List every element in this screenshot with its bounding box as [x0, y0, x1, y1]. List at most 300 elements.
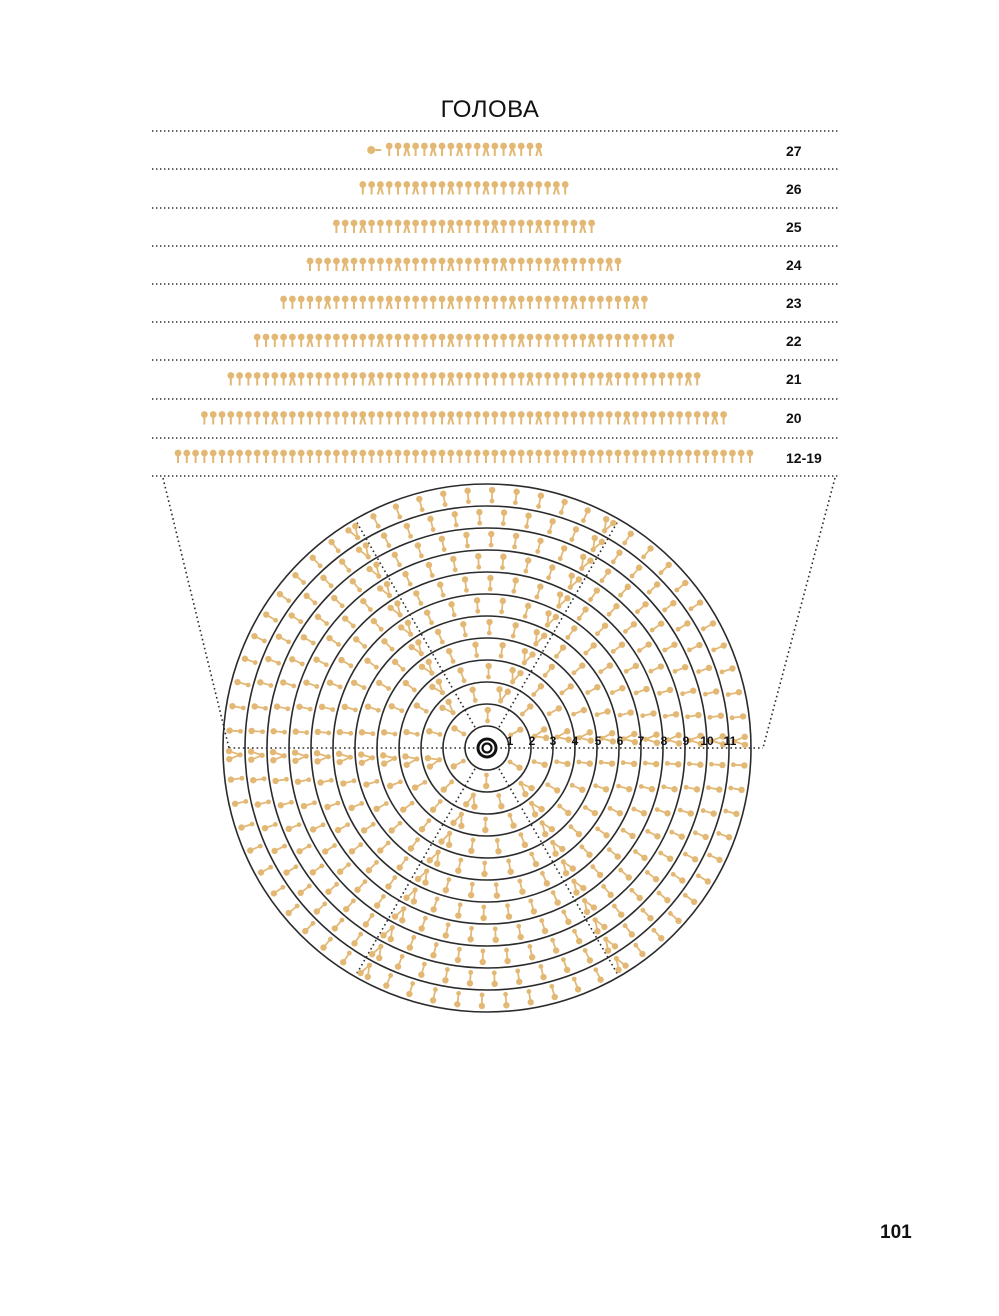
single-stitch [482, 817, 488, 834]
single-stitch [464, 488, 470, 505]
single-stitch [441, 780, 455, 793]
single-stitch [402, 571, 412, 587]
single-stitch [557, 804, 571, 816]
single-stitch [618, 709, 634, 717]
single-stitch [332, 918, 345, 932]
single-stitch [234, 679, 250, 687]
single-stitch [680, 688, 696, 697]
single-stitch [226, 727, 243, 733]
single-stitch [585, 684, 600, 695]
single-stitch [337, 862, 351, 875]
single-stitch [468, 838, 475, 854]
increase-stitch [533, 629, 547, 646]
single-stitch [343, 898, 356, 912]
single-stitch [531, 683, 544, 697]
single-stitch [637, 641, 652, 653]
single-stitch [607, 603, 620, 617]
single-stitch [451, 759, 466, 770]
single-stitch [338, 657, 353, 668]
single-stitch [404, 523, 413, 539]
single-stitch [529, 852, 539, 868]
single-stitch [572, 929, 582, 945]
single-stitch [238, 822, 254, 831]
single-stitch [629, 888, 642, 901]
single-stitch [634, 686, 650, 695]
single-stitch [443, 922, 451, 938]
increase-stitch [425, 755, 442, 770]
single-stitch [373, 801, 388, 812]
single-stitch [655, 807, 671, 816]
single-stitch [640, 710, 656, 718]
round-label-9: 9 [682, 734, 690, 748]
increase-stitch [518, 781, 534, 798]
increase-stitch [621, 731, 638, 746]
single-stitch [623, 923, 635, 937]
single-stitch [328, 539, 340, 553]
single-stitch [487, 575, 493, 592]
single-stitch [678, 808, 694, 817]
single-stitch [595, 826, 609, 838]
single-stitch [621, 828, 636, 839]
single-stitch [315, 614, 329, 626]
single-stitch [446, 648, 456, 664]
single-stitch [454, 991, 461, 1008]
increase-stitch [248, 748, 265, 762]
single-stitch [437, 581, 446, 597]
increase-stitch [270, 749, 287, 764]
single-stitch [247, 844, 263, 854]
single-stitch [583, 805, 598, 816]
increase-stitch [314, 750, 331, 765]
round-label-4: 4 [571, 734, 579, 748]
single-stitch [500, 554, 507, 571]
single-stitch [359, 729, 376, 736]
increase-stitch [357, 963, 372, 980]
single-stitch [665, 761, 682, 768]
single-stitch [696, 873, 711, 884]
single-stitch [554, 644, 566, 658]
single-stitch [353, 636, 367, 649]
single-stitch [520, 703, 534, 716]
increase-stitch [387, 600, 402, 617]
single-stitch [707, 853, 723, 863]
single-stitch [547, 518, 556, 534]
row-label-23: 23 [786, 295, 802, 311]
single-stitch [657, 891, 671, 904]
magic-ring-icon [478, 739, 496, 757]
single-stitch [494, 882, 500, 899]
single-stitch [723, 809, 739, 817]
single-stitch [400, 801, 414, 813]
single-stitch [301, 634, 316, 645]
row-label-20: 20 [786, 410, 802, 426]
single-stitch [651, 928, 664, 942]
single-stitch [657, 687, 673, 696]
increase-stitch [358, 751, 375, 766]
single-stitch [640, 908, 653, 922]
single-stitch [583, 642, 597, 655]
single-stitch [413, 590, 423, 606]
increase-stitch [292, 749, 309, 764]
single-stitch [310, 555, 323, 569]
single-stitch [476, 509, 482, 526]
single-stitch [354, 879, 367, 893]
single-stitch [325, 882, 339, 895]
single-stitch [631, 807, 647, 817]
increase-stitch [555, 728, 572, 743]
single-stitch [317, 778, 333, 786]
increase-stitch [603, 937, 618, 954]
single-stitch [319, 704, 335, 712]
single-stitch [324, 801, 340, 810]
single-stitch [326, 635, 341, 647]
increase-stitch [522, 648, 536, 665]
single-stitch [528, 898, 537, 914]
increase-stitch [545, 610, 559, 627]
single-stitch [377, 841, 391, 854]
single-stitch [480, 949, 486, 966]
single-stitch [295, 777, 311, 785]
single-stitch [388, 821, 402, 834]
increase-stitch [463, 792, 478, 809]
single-stitch [302, 921, 315, 934]
single-stitch [543, 664, 555, 678]
single-stitch [517, 879, 525, 895]
single-stitch [709, 762, 726, 768]
row-label-26: 26 [786, 181, 802, 197]
increase-stitch [439, 699, 455, 716]
single-stitch [547, 705, 562, 716]
single-stitch [251, 703, 267, 711]
single-stitch [663, 711, 679, 719]
single-stitch [351, 932, 363, 947]
single-stitch [549, 984, 557, 1000]
single-stitch [280, 679, 296, 688]
single-stitch [572, 662, 586, 675]
single-stitch [452, 511, 459, 527]
single-stitch [242, 656, 258, 665]
single-stitch [296, 844, 311, 855]
single-stitch [491, 970, 497, 987]
single-stitch [397, 856, 409, 870]
increase-stitch [614, 956, 629, 973]
single-stitch [381, 638, 394, 652]
single-stitch [593, 783, 609, 792]
section-title: ГОЛОВА [440, 96, 540, 123]
single-stitch [360, 598, 373, 612]
single-stitch [511, 622, 519, 638]
single-stitch [526, 989, 533, 1005]
increase-stitch [345, 523, 360, 540]
single-stitch [726, 689, 742, 697]
single-stitch [532, 759, 548, 768]
single-stitch [728, 786, 744, 793]
single-stitch [474, 597, 480, 614]
single-stitch [501, 509, 507, 526]
single-stitch [590, 864, 603, 878]
single-stitch [508, 760, 523, 771]
single-stitch [662, 600, 676, 612]
single-stitch [518, 832, 528, 848]
single-stitch [535, 538, 543, 554]
single-stitch [406, 981, 415, 997]
single-stitch [540, 871, 550, 887]
single-stitch [463, 532, 470, 549]
single-stitch [581, 507, 591, 523]
single-stitch [668, 911, 682, 924]
single-stitch [711, 642, 727, 652]
single-stitch [376, 680, 391, 691]
single-stitch [331, 595, 344, 608]
single-stitch [621, 760, 638, 767]
single-stitch [593, 967, 603, 982]
single-stitch [583, 948, 593, 963]
round-label-10: 10 [700, 734, 714, 748]
single-stitch [661, 784, 677, 792]
single-stitch [570, 783, 586, 793]
row-label-24: 24 [786, 257, 802, 273]
single-stitch [389, 703, 405, 713]
single-stitch [523, 603, 532, 619]
single-stitch [468, 882, 475, 899]
round-label-11: 11 [723, 734, 737, 748]
single-stitch [623, 621, 637, 634]
increase-stitch [540, 820, 556, 837]
single-stitch [481, 861, 487, 878]
single-stitch [263, 611, 278, 622]
single-stitch [612, 904, 625, 918]
single-stitch [460, 621, 468, 637]
single-stitch [381, 532, 391, 547]
single-stitch [496, 793, 504, 809]
single-stitch [483, 773, 489, 790]
single-stitch [371, 618, 384, 632]
single-stitch [689, 599, 704, 611]
single-stitch [257, 679, 273, 688]
single-stitch [488, 531, 494, 548]
single-stitch [616, 784, 632, 793]
single-stitch [565, 625, 577, 639]
single-stitch [303, 679, 319, 688]
single-stitch [641, 545, 654, 559]
single-stitch [480, 905, 486, 922]
single-stitch [633, 943, 645, 957]
single-stitch [643, 761, 660, 768]
single-stitch [601, 884, 614, 898]
single-stitch [424, 609, 434, 625]
single-stitch [426, 562, 435, 578]
single-stitch [450, 556, 458, 572]
single-stitch [696, 665, 712, 674]
single-stitch [523, 557, 531, 573]
single-stitch [430, 987, 438, 1003]
single-stitch [270, 728, 287, 734]
round-label-7: 7 [637, 734, 645, 748]
single-stitch [283, 864, 298, 875]
single-stitch [511, 577, 518, 593]
single-stitch [527, 944, 535, 960]
round-label-3: 3 [549, 734, 557, 748]
single-stitch [395, 954, 405, 970]
increase-stitch [356, 542, 371, 559]
single-stitch [515, 968, 522, 984]
single-stitch [289, 656, 305, 666]
single-stitch [720, 665, 736, 674]
single-stitch [455, 902, 462, 918]
single-stitch [427, 516, 435, 532]
single-stitch [293, 728, 310, 735]
increase-stitch [509, 667, 523, 684]
single-stitch [624, 663, 639, 674]
single-stitch [633, 849, 648, 861]
single-stitch [469, 687, 477, 703]
single-stitch [350, 578, 363, 592]
single-stitch [508, 813, 517, 829]
single-stitch [462, 576, 469, 593]
single-stitch [607, 847, 621, 860]
single-stitch [393, 503, 402, 519]
single-stitch [600, 568, 612, 583]
single-stitch [630, 564, 643, 578]
single-stitch [381, 729, 397, 736]
single-stitch [467, 970, 473, 987]
single-stitch [618, 868, 632, 881]
single-stitch [335, 822, 350, 833]
single-stitch [545, 782, 560, 793]
single-stitch [414, 702, 429, 713]
single-stitch [229, 703, 245, 710]
single-stitch [418, 916, 427, 932]
single-stitch [561, 910, 571, 926]
single-stitch [598, 662, 613, 674]
single-stitch [683, 893, 697, 905]
increase-stitch [582, 898, 597, 915]
single-stitch [516, 924, 524, 940]
single-stitch [673, 664, 689, 674]
single-stitch [435, 629, 445, 645]
single-stitch [451, 725, 466, 736]
single-stitch [342, 615, 356, 628]
single-stitch [285, 904, 299, 917]
single-stitch [572, 977, 581, 993]
increase-stitch [529, 801, 545, 818]
single-stitch [669, 830, 685, 840]
single-stitch [310, 864, 325, 876]
single-stitch [276, 633, 291, 644]
single-stitch [418, 962, 427, 978]
single-stitch [228, 776, 245, 783]
increase-stitch [593, 917, 608, 934]
increase-stitch [429, 678, 445, 695]
single-stitch [392, 552, 402, 568]
single-stitch [599, 760, 616, 767]
single-stitch [443, 877, 452, 893]
single-stitch [618, 584, 631, 598]
single-stitch [475, 553, 481, 570]
single-stitch [506, 859, 514, 875]
round-label-8: 8 [660, 734, 668, 748]
single-stitch [685, 712, 701, 719]
single-stitch [485, 707, 491, 724]
increase-stitch [380, 752, 397, 767]
single-stitch [407, 935, 417, 951]
single-stitch [703, 688, 719, 696]
single-stitch [707, 713, 723, 720]
single-stitch [503, 992, 509, 1009]
single-stitch [383, 973, 393, 989]
round-label-6: 6 [616, 734, 624, 748]
increase-stitch [496, 686, 511, 703]
single-stitch [320, 937, 333, 951]
funnel-line-right [763, 478, 835, 748]
single-stitch [288, 612, 303, 624]
increase-stitch [450, 812, 464, 829]
single-stitch [551, 890, 561, 906]
single-stitch [647, 581, 661, 594]
single-stitch [296, 704, 312, 712]
single-stitch [430, 897, 439, 913]
increase-stitch [402, 753, 419, 768]
single-stitch [645, 829, 660, 840]
increase-stitch [665, 732, 682, 747]
single-stitch [408, 837, 420, 851]
single-stitch [455, 858, 463, 874]
single-stitch [286, 822, 302, 832]
single-stitch [457, 667, 466, 683]
single-stitch [351, 680, 366, 690]
increase-stitch [427, 850, 441, 867]
single-stitch [658, 851, 673, 862]
single-stitch [416, 496, 424, 512]
single-stitch [701, 620, 716, 631]
single-stitch [513, 489, 520, 506]
single-stitch [366, 860, 379, 874]
single-stitch [387, 779, 403, 789]
row-label-27: 27 [786, 143, 802, 159]
single-stitch [558, 545, 568, 561]
single-stitch [340, 951, 352, 966]
single-stitch [569, 526, 579, 542]
row-label-12-19: 12-19 [786, 450, 822, 466]
row-label-25: 25 [786, 219, 802, 235]
single-stitch [419, 818, 431, 832]
single-stitch [539, 918, 548, 934]
single-stitch [505, 903, 512, 920]
single-stitch [569, 824, 583, 837]
single-stitch [271, 844, 286, 854]
single-stitch [442, 967, 450, 983]
single-stitch [486, 619, 492, 636]
single-stitch [320, 575, 333, 589]
single-stitch [684, 785, 700, 793]
increase-stitch [380, 925, 395, 942]
single-stitch [495, 838, 502, 855]
increase-stitch [226, 748, 243, 762]
single-stitch [676, 620, 691, 631]
round-label-5: 5 [594, 734, 602, 748]
single-stitch [485, 663, 491, 680]
increase-stitch [398, 620, 413, 637]
single-stitch [315, 729, 332, 736]
increase-stitch [579, 554, 594, 571]
single-stitch [731, 762, 748, 768]
increase-stitch [602, 516, 617, 533]
single-stitch [403, 680, 417, 692]
single-stitch [639, 784, 655, 792]
single-stitch [448, 601, 456, 617]
single-stitch [546, 564, 555, 580]
single-stitch [687, 761, 704, 767]
